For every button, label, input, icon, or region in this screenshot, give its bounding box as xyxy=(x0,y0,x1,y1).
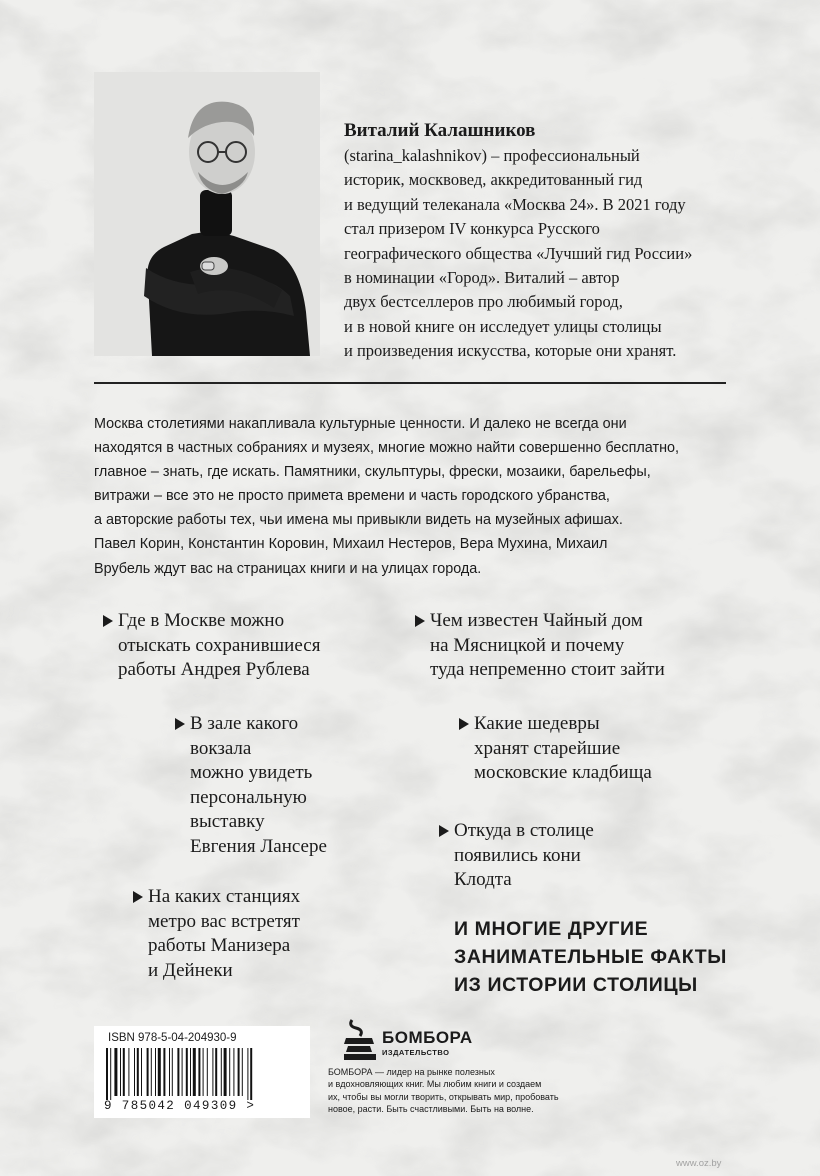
closing-line: ИЗ ИСТОРИИ СТОЛИЦЫ xyxy=(454,974,698,996)
author-bio-line: и произведения искусства, которые они хранят. xyxy=(344,341,677,361)
barcode-digits: 9 785042 049309 > xyxy=(104,1099,256,1113)
bombora-logo-icon xyxy=(342,1018,378,1062)
author-bio-line: в номинации «Город». Виталий – автор xyxy=(344,268,620,288)
fact-line: Клодта xyxy=(454,869,512,890)
fact-line: вокзала xyxy=(190,737,252,759)
author-bio-line: (starina_kalashnikov) – профессиональный xyxy=(344,146,640,165)
fact-line: Евгения Лансере xyxy=(190,835,327,857)
fact-item xyxy=(190,712,327,859)
triangle-bullet-icon xyxy=(439,825,449,837)
publisher-line: новое, расти. Быть счастливыми. Быть на волне. xyxy=(328,1104,534,1115)
author-photo xyxy=(94,72,320,356)
fact-item xyxy=(454,819,594,893)
publisher-line: БОМБОРА — лидер на рынке полезных xyxy=(328,1067,495,1077)
intro-line: а авторские работы тех, чьи имена мы привыкли видеть на музейных афишах. xyxy=(94,512,623,529)
publisher-description xyxy=(328,1066,559,1116)
triangle-bullet-icon xyxy=(133,891,143,903)
publisher-logo-name: БОМБОРА xyxy=(382,1028,473,1047)
intro-line: Врубель ждут вас на страницах книги и на улицах города. xyxy=(94,560,482,577)
author-bio-line: и в новой книге он исследует улицы столицы xyxy=(344,316,662,336)
fact-line: можно увидеть xyxy=(190,762,313,783)
fact-line: Откуда в столице xyxy=(454,820,594,841)
fact-item xyxy=(148,885,300,983)
intro-line: Москва столетиями накапливала культурные ценности. И далеко не всегда они xyxy=(94,416,627,432)
triangle-bullet-icon xyxy=(175,718,185,730)
triangle-bullet-icon xyxy=(459,718,469,730)
triangle-bullet-icon xyxy=(415,615,425,627)
site-watermark: www.oz.by xyxy=(676,1158,722,1169)
fact-line: персональную xyxy=(190,786,307,808)
barcode-block xyxy=(94,1026,310,1118)
fact-line: туда непременно стоит зайти xyxy=(430,659,665,680)
fact-line: работы Манизера xyxy=(148,935,291,956)
fact-line: работы Андрея Рублева xyxy=(118,659,310,680)
section-divider xyxy=(94,382,726,384)
fact-item xyxy=(430,609,665,683)
fact-line: отыскать сохранившиеся xyxy=(118,634,321,656)
author-bio xyxy=(344,144,720,364)
author-name: Виталий Калашников xyxy=(344,120,536,141)
author-bio-line: географического общества «Лучший гид России» xyxy=(344,243,693,263)
fact-item xyxy=(474,712,652,786)
fact-line: хранят старейшие xyxy=(474,737,621,759)
intro-paragraph xyxy=(94,412,730,581)
closing-line: ЗАНИМАТЕЛЬНЫЕ ФАКТЫ xyxy=(454,946,727,968)
fact-line: Какие шедевры xyxy=(474,713,600,734)
triangle-bullet-icon xyxy=(103,615,113,627)
author-bio-line: историк, москвовед, аккредитованный гид xyxy=(344,170,643,190)
fact-line: московские кладбища xyxy=(474,762,652,783)
publisher-logo-subtitle: ИЗДАТЕЛЬСТВО xyxy=(382,1048,450,1057)
author-bio-line: стал призером IV конкурса Русского xyxy=(344,219,600,239)
closing-statement xyxy=(454,915,727,999)
isbn-label: ISBN 978-5-04-204930-9 xyxy=(108,1032,237,1044)
author-bio-line: и ведущий телеканала «Москва 24». В 2021 году xyxy=(344,194,686,214)
intro-line: главное – знать, где искать. Памятники, скульптуры, фрески, мозаики, барельефы, xyxy=(94,464,651,481)
fact-line: В зале какого xyxy=(190,713,299,734)
fact-line: на Мясницкой и почему xyxy=(430,634,625,656)
fact-item xyxy=(118,609,320,683)
fact-line: Чем известен Чайный дом xyxy=(430,610,643,631)
publisher-line: и вдохновляющих книг. Мы любим книги и создаем xyxy=(328,1079,542,1090)
fact-line: метро вас встретят xyxy=(148,910,300,932)
closing-line: И МНОГИЕ ДРУГИЕ xyxy=(454,918,649,940)
intro-line: Павел Корин, Константин Коровин, Михаил Нестеров, Вера Мухина, Михаил xyxy=(94,536,608,553)
fact-line: На каких станциях xyxy=(148,886,301,907)
intro-line: витражи – все это не просто примета времени и часть городского убранства, xyxy=(94,488,610,505)
fact-line: и Дейнеки xyxy=(148,959,233,981)
author-bio-line: двух бестселлеров про любимый город, xyxy=(344,292,623,312)
publisher-logo xyxy=(342,1018,502,1064)
fact-line: Где в Москве можно xyxy=(118,610,285,631)
barcode-icon xyxy=(104,1048,300,1100)
publisher-line: их, чтобы вы могли творить, открывать мир, пробовать xyxy=(328,1091,559,1102)
fact-line: появились кони xyxy=(454,844,581,866)
intro-line: находятся в частных собраниях и музеях, многие можно найти совершенно бесплатно, xyxy=(94,440,680,457)
fact-line: выставку xyxy=(190,811,265,832)
